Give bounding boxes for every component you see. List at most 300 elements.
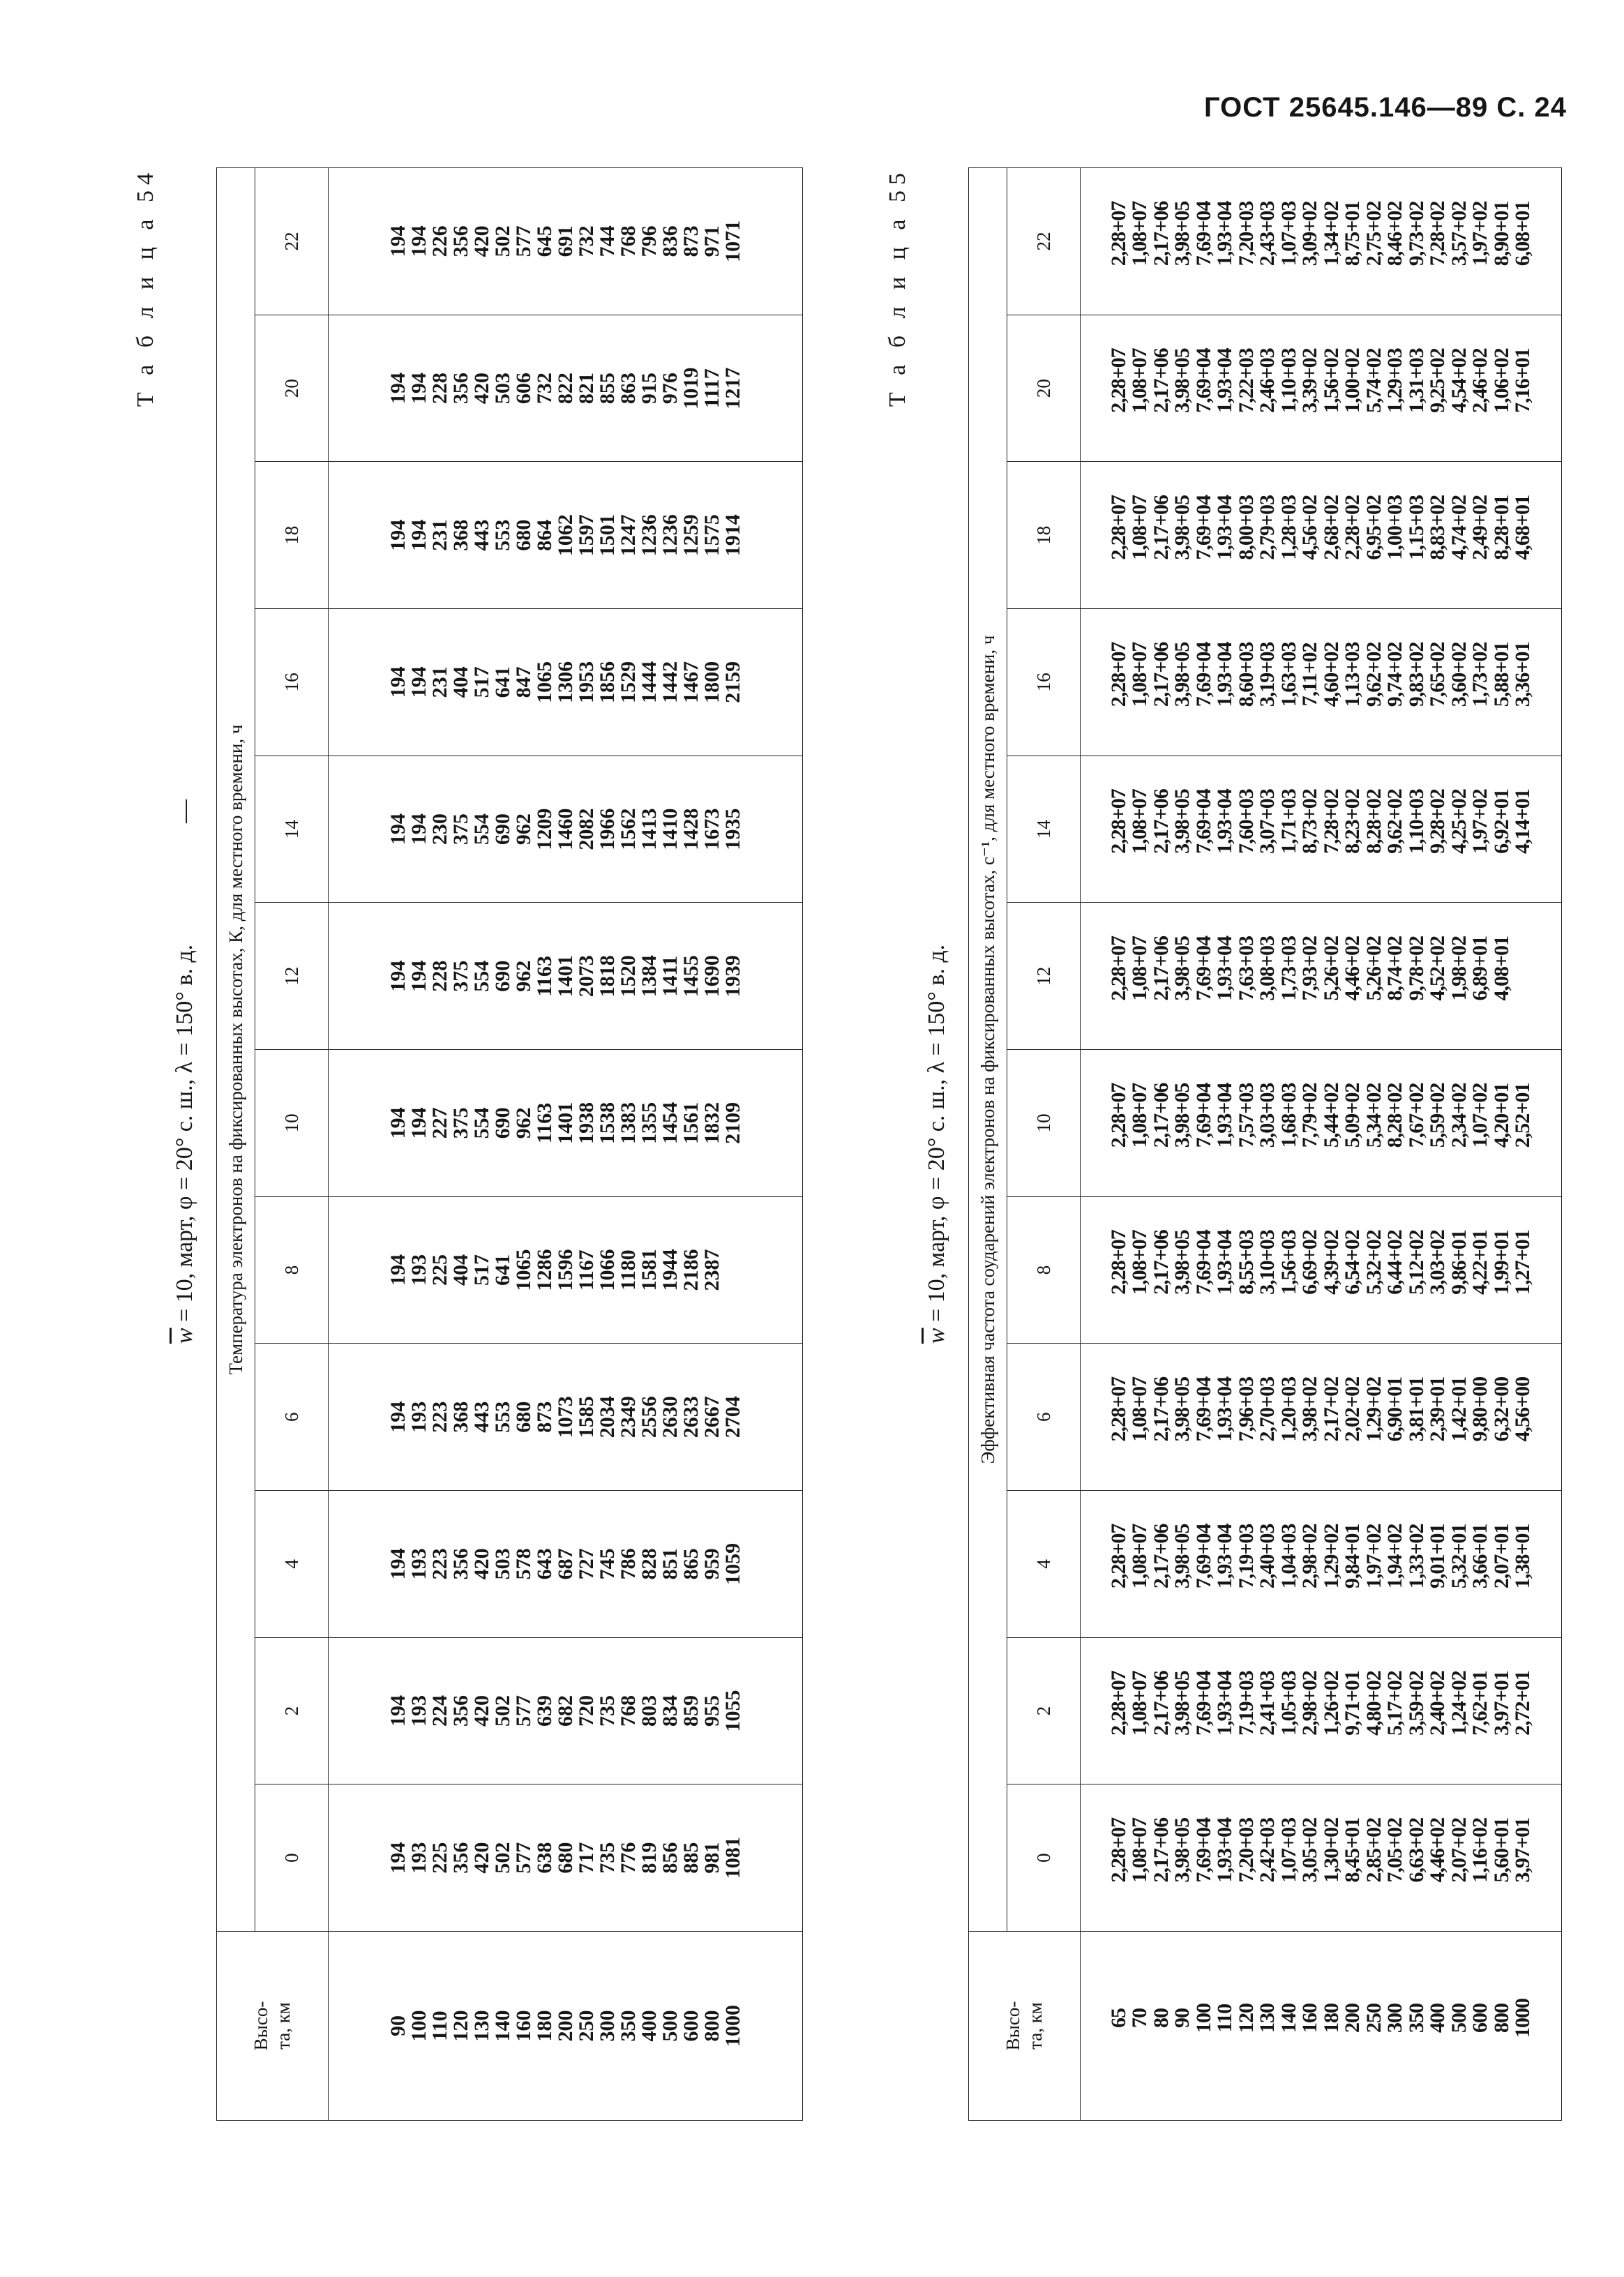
table-cell: 4,14+01	[1511, 789, 1534, 854]
table-cell: 5,09+02	[1341, 1083, 1364, 1148]
table-cell: 3,97+01	[1489, 1671, 1513, 1736]
table-cell: 1428	[679, 808, 702, 850]
table-cell: 735	[595, 1695, 619, 1727]
table-cell: 2034	[595, 1396, 619, 1438]
table-cell: 1384	[637, 955, 661, 998]
table-cell: 1,08+07	[1128, 1230, 1151, 1295]
table-cell: 2,72+01	[1511, 1671, 1534, 1736]
table-cell: 7,69+04	[1191, 1083, 1215, 1148]
table-cell: 1,93+04	[1213, 1671, 1236, 1736]
table-cell: 2667	[700, 1396, 723, 1438]
table-cell: 641	[490, 666, 514, 698]
table-cell: 1,93+04	[1213, 1230, 1236, 1295]
table-cell: 1467	[679, 661, 702, 703]
table-cell: 194	[407, 373, 430, 405]
table-cell: 971	[700, 225, 723, 257]
table-cell: 3,10+03	[1256, 1230, 1279, 1295]
table-cell: 2,46+02	[1468, 348, 1491, 413]
table-cell: 8,60+03	[1234, 642, 1258, 707]
table-cell: 7,20+03	[1234, 1817, 1258, 1883]
table-cell: 194	[407, 1107, 430, 1139]
height-value: 70	[1128, 2008, 1151, 2028]
table-cell: 2,43+03	[1256, 201, 1279, 266]
table-cell: 1059	[721, 1542, 744, 1585]
table-cell: 606	[511, 373, 535, 405]
table-cell: 2,34+02	[1447, 1083, 1471, 1148]
table-cell: 5,32+01	[1447, 1524, 1471, 1589]
table-cell: 1454	[658, 1102, 682, 1144]
table-cell: 7,69+04	[1191, 789, 1215, 854]
height-value: 100	[1191, 2004, 1215, 2033]
table-cell: 2,28+07	[1106, 1230, 1130, 1295]
table-cell: 1,20+03	[1277, 1376, 1300, 1442]
table-cell: 8,75+01	[1341, 201, 1364, 266]
table-cell: 1217	[721, 367, 744, 409]
value-column	[329, 609, 803, 756]
table-cell: 2,40+03	[1256, 1524, 1279, 1589]
table-cell: 1236	[658, 514, 682, 557]
table-cell: 3,98+05	[1171, 789, 1194, 854]
table-cell: 7,69+04	[1191, 1376, 1215, 1442]
table-cell: 5,60+01	[1489, 1817, 1513, 1883]
table-cell: 851	[658, 1548, 682, 1580]
table-cell: 420	[469, 225, 493, 257]
table-cell: 553	[490, 519, 514, 551]
table-cell: 7,57+03	[1234, 1083, 1258, 1148]
table-cell: 2,28+02	[1341, 495, 1364, 560]
table-cell: 1,10+03	[1404, 789, 1428, 854]
table-cell: 2,28+07	[1106, 1524, 1130, 1589]
table-cell: 2,98+02	[1298, 1671, 1321, 1736]
table-cell: 2,70+03	[1256, 1376, 1279, 1442]
table-cell: 2,28+07	[1106, 495, 1130, 560]
hour-header: 6	[1007, 1344, 1081, 1491]
table-cell: 4,56+02	[1298, 495, 1321, 560]
table-cell: 7,79+02	[1298, 1083, 1321, 1148]
table-cell: 885	[679, 1842, 702, 1874]
table-cell: 1,73+02	[1468, 642, 1491, 707]
hour-header: 14	[255, 756, 329, 903]
table-cell: 194	[407, 225, 430, 257]
value-column	[1081, 1196, 1562, 1344]
value-column	[1081, 609, 1562, 756]
table-cell: 502	[490, 1695, 514, 1727]
table-cell: 1180	[616, 1249, 640, 1291]
table-cell: 2,17+06	[1149, 935, 1173, 1001]
table-cell: 193	[407, 1254, 430, 1286]
table-cell: 6,63+02	[1404, 1817, 1428, 1883]
table-cell: 1,08+07	[1128, 642, 1151, 707]
table-cell: 194	[386, 1842, 409, 1874]
hour-header: 12	[255, 903, 329, 1050]
table-cell: 194	[386, 1401, 409, 1433]
table-cell: 8,23+02	[1341, 789, 1364, 854]
hour-header: 0	[255, 1784, 329, 1932]
table-cell: 554	[469, 960, 493, 992]
table-cell: 2,28+07	[1106, 1376, 1130, 1442]
table-cell: 3,03+02	[1426, 1230, 1449, 1295]
height-header: Высо- та, км	[217, 1932, 329, 2121]
table-cell: 1673	[700, 808, 723, 850]
height-value: 600	[679, 2010, 702, 2042]
table-cell: 7,22+03	[1234, 348, 1258, 413]
table-cell: 1163	[532, 956, 556, 997]
table-cell: 1,16+02	[1468, 1817, 1491, 1883]
table-cell: 4,52+02	[1426, 935, 1449, 1001]
table-cell: 4,60+02	[1319, 642, 1343, 707]
table-cell: 5,44+02	[1319, 1083, 1343, 1148]
table-cell: 8,28+02	[1383, 1083, 1406, 1148]
table-cell: 577	[511, 225, 535, 257]
hour-header: 20	[255, 315, 329, 462]
value-column	[1081, 903, 1562, 1050]
table-cell: 9,78+02	[1404, 935, 1428, 1001]
height-column	[1081, 1932, 1562, 2121]
table-cell: 1163	[532, 1102, 556, 1144]
table-cell: 420	[469, 1842, 493, 1874]
height-value: 130	[1256, 2004, 1279, 2033]
table-cell: 847	[511, 666, 535, 698]
value-column	[329, 1196, 803, 1344]
table-cell: 420	[469, 1695, 493, 1727]
table-cell: 1538	[595, 1102, 619, 1144]
table-cell: 1,13+03	[1341, 642, 1364, 707]
table-cell: 2,17+06	[1149, 1817, 1173, 1883]
table-cell: 194	[386, 373, 409, 405]
table-cell: 1,08+07	[1128, 348, 1151, 413]
table-cell: 3,81+01	[1404, 1376, 1428, 1442]
height-header: Высо- та, км	[969, 1932, 1081, 2121]
table-cell: 4,46+02	[1341, 935, 1364, 1001]
hour-header: 6	[255, 1344, 329, 1491]
table-cell: 976	[658, 373, 682, 405]
value-column	[1081, 1784, 1562, 1932]
height-value: 250	[1362, 2004, 1385, 2033]
table-cell: 2,28+07	[1106, 201, 1130, 266]
height-value: 800	[700, 2010, 723, 2042]
table-cell: 9,84+01	[1341, 1524, 1364, 1589]
table-cell: 1953	[574, 661, 598, 703]
table-cell: 6,89+01	[1468, 935, 1491, 1001]
table-cell: 443	[469, 1401, 493, 1433]
table-cell: 1,29+02	[1319, 1524, 1343, 1589]
table-cell: 227	[428, 1107, 451, 1139]
table-55-block	[885, 167, 1568, 2121]
table-cell: 3,39+02	[1298, 348, 1321, 413]
table-cell: 7,69+04	[1191, 1524, 1215, 1589]
table-cell: 223	[428, 1401, 451, 1433]
height-value: 800	[1489, 2004, 1513, 2033]
table-cell: 7,19+03	[1234, 1671, 1258, 1736]
table-cell: 9,86+01	[1447, 1230, 1471, 1295]
height-value: 400	[637, 2010, 661, 2042]
table-cell: 732	[532, 373, 556, 405]
height-value: 110	[428, 2011, 451, 2041]
table-cell: 8,28+01	[1489, 495, 1513, 560]
table-cell: 5,88+01	[1489, 642, 1513, 707]
value-column	[1081, 168, 1562, 315]
table-cell: 1,08+07	[1128, 935, 1151, 1001]
table-cell: 1401	[553, 1102, 577, 1144]
table-cell: 1966	[595, 808, 619, 850]
table-cell: 1,15+03	[1404, 495, 1428, 560]
table-cell: 1,24+02	[1447, 1671, 1471, 1736]
table-number: Т а б л и ц а 54	[133, 167, 158, 407]
table-cell: 1,71+03	[1277, 789, 1300, 854]
table-cell: 9,28+02	[1426, 789, 1449, 854]
span-header: Эффективная частота соударений электронов на фиксированных высотах, с⁻¹, для местного времени, ч	[969, 168, 1007, 1932]
height-value: 90	[1171, 2008, 1194, 2028]
table-cell: 7,16+01	[1511, 348, 1534, 413]
table-cell: 1444	[637, 661, 661, 703]
table-cell: 1,08+07	[1128, 1083, 1151, 1148]
table-cell: 1,93+04	[1213, 642, 1236, 707]
table-cell: 4,80+02	[1362, 1671, 1385, 1736]
table-cell: 194	[386, 1695, 409, 1727]
value-column	[329, 1050, 803, 1197]
value-column	[329, 1637, 803, 1784]
table-cell: 680	[553, 1842, 577, 1874]
height-value: 350	[1404, 2004, 1428, 2033]
height-value: 120	[1234, 2004, 1258, 2033]
table-cell: 2,28+07	[1106, 1817, 1130, 1883]
table-cell: 1,94+02	[1383, 1524, 1406, 1589]
table-cell: 1236	[637, 514, 661, 557]
table-cell: 578	[511, 1548, 535, 1580]
table-cell: 1,10+03	[1277, 348, 1300, 413]
table-cell: 6,92+01	[1489, 789, 1513, 854]
table-cell: 420	[469, 1548, 493, 1580]
table-cell: 1,97+02	[1362, 1524, 1385, 1589]
table-cell: 915	[637, 373, 661, 405]
table-cell: 8,28+02	[1362, 789, 1385, 854]
table-cell: 2,17+06	[1149, 1083, 1173, 1148]
table-cell: 2,28+07	[1106, 1083, 1130, 1148]
table-cell: 1561	[679, 1102, 702, 1144]
table-cell: 2,41+03	[1256, 1671, 1279, 1736]
table-cell: 1,08+07	[1128, 1376, 1151, 1442]
table-cell: 3,98+05	[1171, 201, 1194, 266]
table-cell: 224	[428, 1695, 451, 1727]
table-cell: 356	[449, 373, 472, 405]
table-cell: 819	[637, 1842, 661, 1874]
table-cell: 643	[532, 1548, 556, 1580]
table-cell: 6,08+01	[1511, 201, 1534, 266]
table-cell: 732	[574, 225, 598, 257]
table-cell: 6,95+02	[1362, 495, 1385, 560]
table-cell: 1,93+04	[1213, 201, 1236, 266]
table-cell: 1,08+07	[1128, 1524, 1151, 1589]
table-cell: 4,39+02	[1319, 1230, 1343, 1295]
table-cell: 8,73+02	[1298, 789, 1321, 854]
table-cell: 1,93+04	[1213, 935, 1236, 1001]
table-cell: 502	[490, 225, 514, 257]
table-cell: 3,98+05	[1171, 1230, 1194, 1295]
title-text: = 10, март, φ = 20° с. ш., λ = 150° в. д.	[924, 944, 949, 1328]
table-cell: 1,29+03	[1383, 348, 1406, 413]
table-cell: 1944	[658, 1249, 682, 1291]
table-cell: 6,54+02	[1341, 1230, 1364, 1295]
table-cell: 1935	[721, 808, 744, 850]
height-value: 140	[1277, 2004, 1300, 2033]
table-cell	[723, 1197, 744, 1344]
table-cell: 1,68+03	[1277, 1083, 1300, 1148]
table-cell: 7,69+04	[1191, 348, 1215, 413]
table-cell: 2,39+01	[1426, 1376, 1449, 1442]
table-cell: 2,85+02	[1362, 1817, 1385, 1883]
table-cell: 7,60+03	[1234, 789, 1258, 854]
table-cell: 1071	[721, 220, 744, 262]
table-cell: 375	[449, 813, 472, 846]
table-cell: 768	[616, 1695, 640, 1727]
table-cell: 690	[490, 960, 514, 992]
table-cell: 3,36+01	[1511, 642, 1534, 707]
table-cell: 1,05+03	[1277, 1671, 1300, 1736]
table-cell: 2,17+06	[1149, 201, 1173, 266]
table-cell: 4,68+01	[1511, 495, 1534, 560]
table-cell: 2,17+06	[1149, 495, 1173, 560]
table-cell: 193	[407, 1695, 430, 1727]
table-cell: 1818	[595, 955, 619, 998]
table-cell: 859	[679, 1695, 702, 1727]
table-cell: 1073	[553, 1396, 577, 1438]
table-cell: 2,79+03	[1256, 495, 1279, 560]
table-cell: 1832	[700, 1102, 723, 1144]
table-cell: 3,98+02	[1298, 1376, 1321, 1442]
table-cell: 223	[428, 1548, 451, 1580]
hour-header: 8	[255, 1196, 329, 1344]
table-cell: 4,25+02	[1447, 789, 1471, 854]
value-column	[1081, 756, 1562, 903]
table-cell: 1529	[616, 661, 640, 703]
value-column	[329, 1491, 803, 1638]
table-cell: 1,93+04	[1213, 1817, 1236, 1883]
table-cell: 554	[469, 1107, 493, 1139]
table-cell: 503	[490, 373, 514, 405]
table-cell: 194	[386, 1107, 409, 1139]
table-cell: 3,09+02	[1298, 201, 1321, 266]
table-cell: 2633	[679, 1396, 702, 1438]
table-cell: 720	[574, 1695, 598, 1727]
table-cell: 1,08+07	[1128, 1671, 1151, 1736]
table-cell: 3,66+01	[1468, 1524, 1491, 1589]
table-cell: 4,54+02	[1447, 348, 1471, 413]
table-cell: 194	[386, 1548, 409, 1580]
table-cell: 7,69+04	[1191, 1671, 1215, 1736]
table-cell: 7,63+03	[1234, 935, 1258, 1001]
table-cell: 836	[658, 225, 682, 257]
height-value: 400	[1426, 2004, 1449, 2033]
table-cell: 2,28+07	[1106, 789, 1130, 854]
table-cell: 3,57+02	[1447, 201, 1471, 266]
table-cell: 2082	[574, 808, 598, 850]
height-value: 90	[386, 2015, 409, 2036]
table-cell: 680	[511, 1401, 535, 1433]
height-value: 180	[1319, 2004, 1343, 2033]
table-cell: 641	[490, 1254, 514, 1286]
height-value: 100	[407, 2010, 430, 2042]
table-cell: 745	[595, 1548, 619, 1580]
table-cell: 3,05+02	[1298, 1817, 1321, 1883]
hour-header: 12	[1007, 903, 1081, 1050]
table-cell: 2,17+06	[1149, 348, 1173, 413]
table-cell: 1,31+03	[1404, 348, 1428, 413]
height-value: 500	[1447, 2004, 1471, 2033]
table-cell: 1,93+04	[1213, 1083, 1236, 1148]
table-cell: 2556	[637, 1396, 661, 1438]
table-cell: 1,99+01	[1489, 1230, 1513, 1295]
table-cell: 2,07+01	[1489, 1524, 1513, 1589]
table-cell: 8,83+02	[1426, 495, 1449, 560]
title-symbol: $\overline{w}$	[924, 1328, 949, 1344]
table-cell: 7,28+02	[1319, 789, 1343, 854]
data-table	[968, 167, 1562, 2121]
table-cell: 1575	[700, 514, 723, 557]
table-cell: 1066	[595, 1249, 619, 1291]
table-cell: 6,69+02	[1298, 1230, 1321, 1295]
table-cell: 7,28+02	[1426, 201, 1449, 266]
table-cell: 1,06+02	[1489, 348, 1513, 413]
value-column	[329, 168, 803, 315]
table-cell: 1167	[574, 1249, 598, 1291]
table-cell: 3,98+05	[1171, 495, 1194, 560]
height-value: 65	[1106, 2008, 1130, 2028]
table-cell: 955	[700, 1695, 723, 1727]
table-cell: 803	[637, 1695, 661, 1727]
table-cell: 1,04+03	[1277, 1524, 1300, 1589]
table-cell: 5,32+02	[1362, 1230, 1385, 1295]
table-cell: 6,44+02	[1383, 1230, 1406, 1295]
table-cell: 7,69+04	[1191, 935, 1215, 1001]
table-cell: 3,19+03	[1256, 642, 1279, 707]
table-cell: 8,90+01	[1489, 201, 1513, 266]
table-cell: 1,07+02	[1468, 1083, 1491, 1148]
table-cell: 8,00+03	[1234, 495, 1258, 560]
table-54-block	[133, 167, 744, 2121]
table-cell: 639	[532, 1695, 556, 1727]
table-cell: 2109	[721, 1102, 744, 1144]
table-cell: 7,93+02	[1298, 935, 1321, 1001]
table-cell: 194	[407, 666, 430, 698]
table-cell: 5,12+02	[1404, 1230, 1428, 1295]
table-cell: 1,08+07	[1128, 201, 1151, 266]
table-cell: 821	[574, 373, 598, 405]
value-column	[329, 1344, 803, 1491]
table-cell: 2,75+02	[1362, 201, 1385, 266]
table-cell: 194	[386, 960, 409, 992]
table-title	[172, 167, 198, 2121]
height-value: 300	[1383, 2004, 1406, 2033]
table-cell: 1597	[574, 514, 598, 557]
table-cell: 356	[449, 1695, 472, 1727]
table-cell: 1460	[553, 808, 577, 850]
table-cell: 864	[532, 519, 556, 551]
table-cell: 828	[637, 1548, 661, 1580]
table-cell: 3,98+05	[1171, 935, 1194, 1001]
hour-header: 4	[255, 1491, 329, 1638]
hour-header: 8	[1007, 1196, 1081, 1344]
table-cell: 5,74+02	[1362, 348, 1385, 413]
table-cell: 554	[469, 813, 493, 846]
height-value: 200	[1341, 2004, 1364, 2033]
table-cell: 3,98+05	[1171, 1817, 1194, 1883]
table-cell: 1,07+03	[1277, 1817, 1300, 1883]
table-cell: 1914	[721, 514, 744, 557]
hour-header: 20	[1007, 315, 1081, 462]
table-cell: 1383	[616, 1102, 640, 1144]
table-cell: 2159	[721, 661, 744, 703]
table-cell: 1,29+02	[1362, 1376, 1385, 1442]
